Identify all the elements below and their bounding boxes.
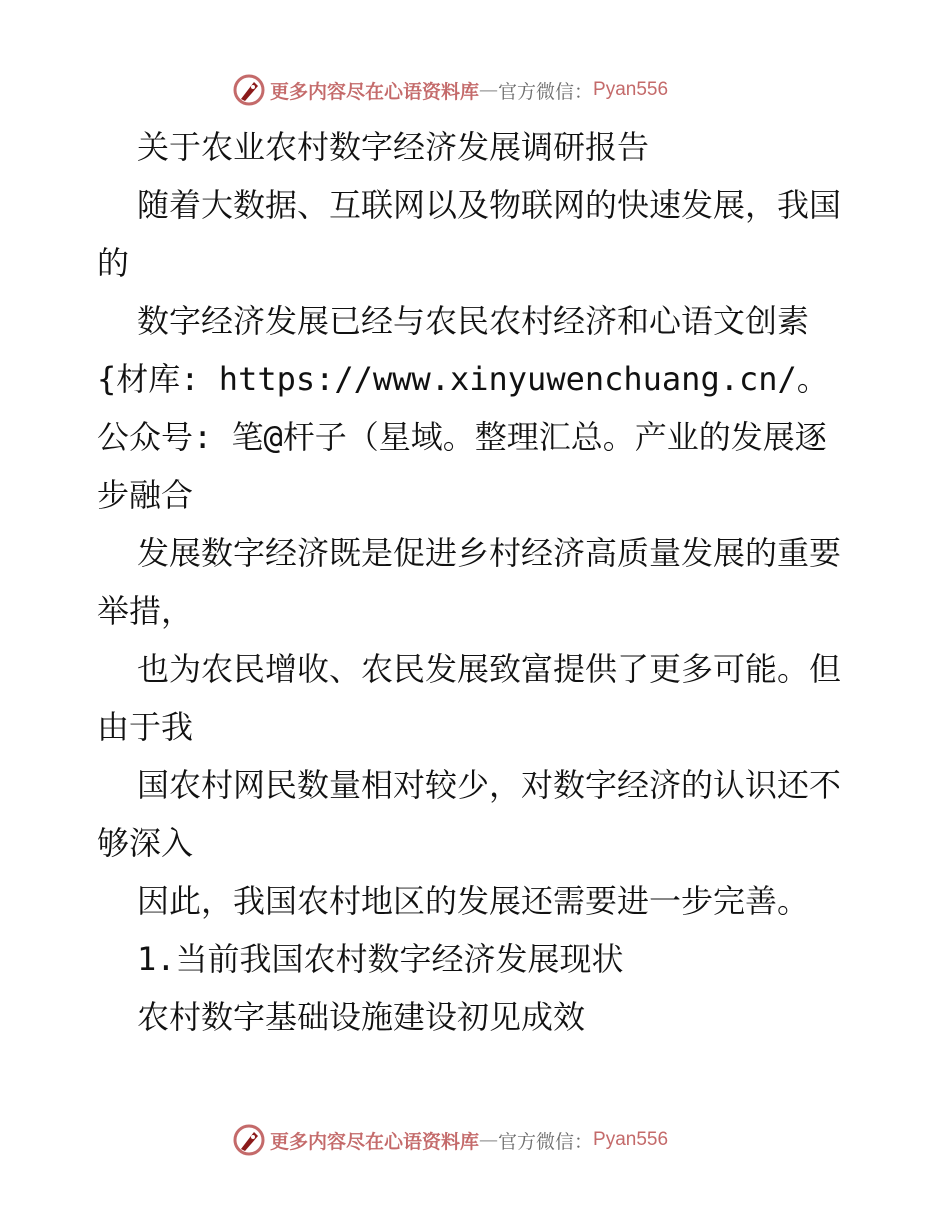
document-title: 关于农业农村数字经济发展调研报告 xyxy=(137,128,650,166)
paragraph: 发展数字经济既是促进乡村经济高质量发展的重要举措， xyxy=(97,534,842,630)
banner-wechat-label: 官方微信： xyxy=(498,1130,594,1153)
pen-nib-logo-icon xyxy=(232,73,266,107)
paragraph: 随着大数据、互联网以及物联网的快速发展，我国的 xyxy=(97,186,842,282)
banner-slogan: 更多内容尽在心语资料库 xyxy=(270,80,480,103)
subsection-heading: 农村数字基础设施建设初见成效 xyxy=(137,998,586,1036)
banner-separator: — xyxy=(479,79,499,101)
section-heading: 1.当前我国农村数字经济发展现状 xyxy=(137,940,624,978)
paragraph: 也为农民增收、农民发展致富提供了更多可能。但由于我 xyxy=(97,650,842,746)
banner-separator: — xyxy=(479,1129,499,1151)
paragraph: 国农村网民数量相对较少，对数字经济的认识还不够深入 xyxy=(97,766,842,862)
pen-nib-logo-icon xyxy=(232,1123,266,1157)
banner-wechat-id: Pyan556 xyxy=(593,1129,669,1150)
paragraph: 数字经济发展已经与农民农村经济和心语文创素{材库: https://www.xinyuwenchuang.cn/。公众号: 笔@杆子（星域。整理汇总。产业的发展逐步融合 xyxy=(97,302,829,514)
document-body xyxy=(97,118,853,1046)
footer-banner xyxy=(232,1120,732,1160)
header-banner xyxy=(232,70,732,110)
banner-wechat-label: 官方微信： xyxy=(498,80,594,103)
banner-wechat-id: Pyan556 xyxy=(593,79,669,100)
banner-slogan: 更多内容尽在心语资料库 xyxy=(270,1130,480,1153)
paragraph: 因此，我国农村地区的发展还需要进一步完善。 xyxy=(137,882,810,920)
